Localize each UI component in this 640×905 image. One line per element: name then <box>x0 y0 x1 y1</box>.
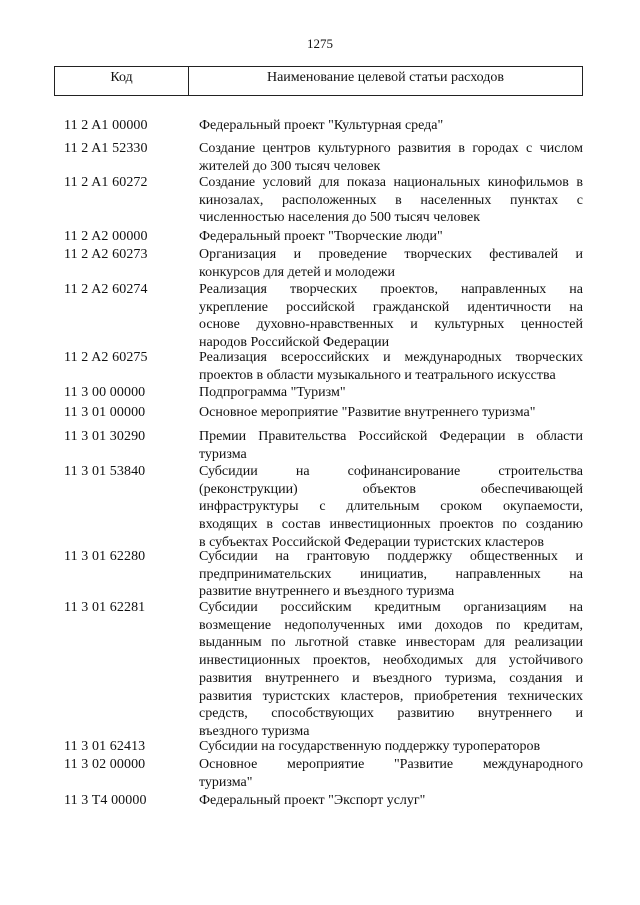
row-code: 11 3 01 62281 <box>64 600 146 615</box>
row-code: 11 3 00 00000 <box>64 385 146 400</box>
row-name-line: развитие внутреннего и въездного туризма <box>199 584 455 600</box>
row-name-line: Реализация творческих проектов, направленных на <box>199 282 583 297</box>
row-name <box>199 792 583 810</box>
row-name <box>199 228 583 246</box>
row-name-line: возмещение недополученных ими доходов по кредитам, <box>199 617 583 633</box>
row-name-line: инвестиционных проектов, необходимых для устойчивого <box>199 653 583 669</box>
row-name <box>199 428 583 463</box>
row-name-line: Субсидии на государственную поддержку туроператоров <box>199 739 541 754</box>
row-name-line: туризма" <box>199 774 253 790</box>
row-name-line: Субсидии на грантовую поддержку общественных и <box>199 549 583 564</box>
row-name-line: Субсидии на софинансирование строительства <box>199 464 583 479</box>
row-name-line: Субсидии российским кредитным организациям на <box>199 600 583 615</box>
header-code-label: Код <box>55 67 189 95</box>
row-name-line: въездного туризма <box>199 723 310 739</box>
row-name <box>199 246 583 281</box>
row-name-line: Основное мероприятие "Развитие внутреннего туризма" <box>199 405 536 420</box>
row-name-line: конкурсов для детей и молодежи <box>199 264 395 280</box>
row-name <box>199 174 583 227</box>
row-code: 11 3 01 30290 <box>64 429 146 444</box>
row-code: 11 3 01 62280 <box>64 549 146 564</box>
row-name-line: основе духовно-нравственных и культурных ценностей <box>199 317 583 333</box>
row-name <box>199 463 583 552</box>
header-name-label: Наименование целевой статьи расходов <box>266 70 505 85</box>
row-code: 11 2 A2 60275 <box>64 350 148 365</box>
row-name-line: кинозалах, расположенных в населенных пунктах с <box>199 192 583 208</box>
row-name <box>199 281 583 352</box>
row-name <box>199 599 583 741</box>
row-name <box>199 738 583 756</box>
row-name-line: инфраструктуры с длительным сроком окупаемости, <box>199 499 583 515</box>
row-name-line: проектов в области музыкального и театрального искусства <box>199 367 556 383</box>
row-code: 11 2 A2 60273 <box>64 247 148 262</box>
row-name-line: Премии Правительства Российской Федерации в области <box>199 429 583 444</box>
row-name-line: туризма <box>199 446 247 462</box>
row-name <box>199 349 583 384</box>
page-number: 1275 <box>307 36 333 51</box>
row-code: 11 2 A2 60274 <box>64 282 148 297</box>
row-name <box>199 140 583 175</box>
row-name <box>199 384 583 402</box>
row-code: 11 2 A2 00000 <box>64 229 148 244</box>
row-name-line: выданным по льготной ставке инвесторам для реализации <box>199 635 583 651</box>
row-name-line: народов Российской Федерации <box>199 335 390 351</box>
row-name-line: Федеральный проект "Экспорт услуг" <box>199 793 426 808</box>
row-name <box>199 756 583 791</box>
row-name-line: численностью населения до 500 тысяч человек <box>199 210 481 226</box>
row-code: 11 2 A1 52330 <box>64 141 148 156</box>
row-name <box>199 404 583 422</box>
row-code: 11 3 01 00000 <box>64 405 146 420</box>
row-name-line: входящих в состав инвестиционных проектов по созданию <box>199 517 583 533</box>
row-code: 11 2 A1 00000 <box>64 118 148 133</box>
row-code: 11 3 01 62413 <box>64 739 146 754</box>
row-name-line: Реализация всероссийских и международных творческих <box>199 350 583 365</box>
row-name-line: жителей до 300 тысяч человек <box>199 158 381 174</box>
row-name-line: развития внутреннего и въездного туризма, создания и <box>199 670 583 686</box>
row-name-line: Основное мероприятие "Развитие международного <box>199 757 583 772</box>
row-code: 11 3 01 53840 <box>64 464 146 479</box>
row-name-line: Федеральный проект "Культурная среда" <box>199 118 444 133</box>
row-name-line: укрепление российской гражданской идентичности на <box>199 299 583 315</box>
row-code: 11 3 T4 00000 <box>64 793 147 808</box>
row-name <box>199 548 583 601</box>
row-code: 11 2 A1 60272 <box>64 175 148 190</box>
row-name-line: Создание условий для показа национальных кинофильмов в <box>199 175 583 190</box>
row-name-line: средств, способствующих развитию внутреннего и <box>199 706 583 722</box>
row-name-line: Организация и проведение творческих фестивалей и <box>199 247 583 262</box>
row-name-line: в субъектах Российской Федерации туристских кластеров <box>199 534 545 550</box>
row-name <box>199 117 583 135</box>
row-name-line: развития туристских кластеров, приобретения технических <box>199 688 583 704</box>
row-name-line: Создание центров культурного развития в городах с числом <box>199 141 583 156</box>
row-name-line: (реконструкции) объектов обеспечивающей <box>199 481 583 497</box>
row-code: 11 3 02 00000 <box>64 757 146 772</box>
table-header <box>54 66 583 96</box>
row-name-line: предпринимательских инициатив, направленных на <box>199 566 583 582</box>
row-name-line: Федеральный проект "Творческие люди" <box>199 229 443 244</box>
row-name-line: Подпрограмма "Туризм" <box>199 385 346 400</box>
